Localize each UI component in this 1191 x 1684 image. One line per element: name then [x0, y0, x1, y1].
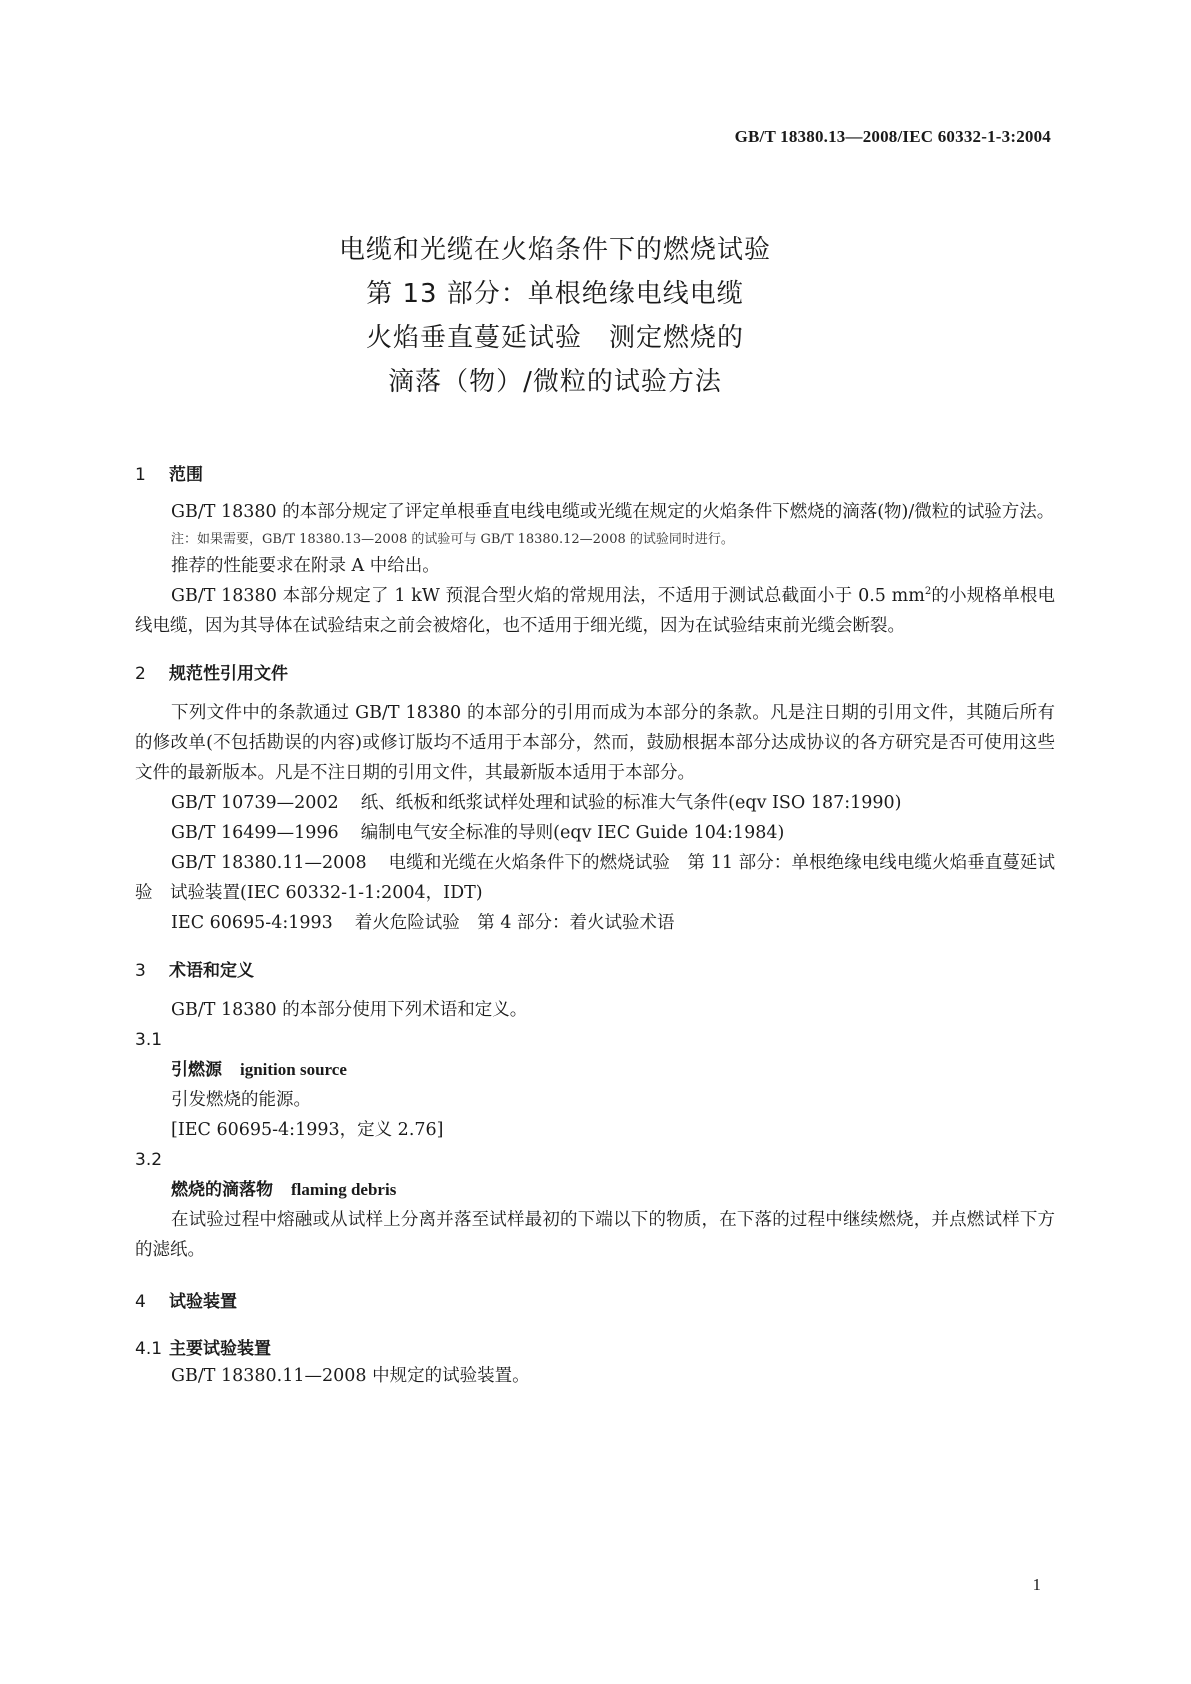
- title-line-2: 第 13 部分：单根绝缘电线电缆: [366, 279, 744, 309]
- section-1-paragraph-3: GB/T 18380 本部分规定了 1 kW 预混合型火焰的常规用法，不适用于测试总截面小于 0.5 $mm^2$的小规格单根电线电缆，因为其导体在试验结束之前会被熔化，也不适用于细光缆，因为在试验结束前光缆会断裂。: [135, 586, 1055, 636]
- document-title: [0, 228, 1110, 404]
- term-3-2-number: 3.2: [135, 1150, 163, 1170]
- term-3-1-reference: [IEC 60695-4:1993，定义 2.76]: [171, 1120, 444, 1140]
- reference-2: GB/T 16499—1996 编制电气安全标准的导则(eqv IEC Guide 104:1984): [171, 823, 785, 843]
- section-title: 试验装置: [169, 1292, 237, 1312]
- section-3-paragraph-1: GB/T 18380 的本部分使用下列术语和定义。: [171, 1000, 528, 1020]
- term-3-1-definition: 引发燃烧的能源。: [171, 1090, 311, 1110]
- section-1-paragraph-2: 推荐的性能要求在附录 A 中给出。: [171, 556, 440, 576]
- section-number: 4: [135, 1292, 146, 1312]
- section-title: 术语和定义: [169, 961, 254, 981]
- section-2-heading: [135, 659, 1055, 684]
- subsection-title: 主要试验装置: [169, 1339, 271, 1359]
- document-body: [135, 460, 1055, 1391]
- section-1-heading: [135, 460, 1055, 485]
- section-title: 范围: [169, 465, 203, 485]
- reference-1: GB/T 10739—2002 纸、纸板和纸浆试样处理和试验的标准大气条件(eqv ISO 187:1990): [171, 793, 902, 813]
- section-title: 规范性引用文件: [169, 664, 288, 684]
- section-2-paragraph-1: 下列文件中的条款通过 GB/T 18380 的本部分的引用而成为本部分的条款。凡是注日期的引用文件，其随后所有的修改单(不包括勘误的内容)或修订版均不适用于本部分，然而，鼓励根据本部分达成协议的各方研究是否可使用这些文件的最新版本。凡是不注日期的引用文件，其最新版本适用于本部分。: [135, 703, 1055, 783]
- subsection-4-1-paragraph: GB/T 18380.11—2008 中规定的试验装置。: [171, 1366, 530, 1386]
- section-number: 3: [135, 961, 146, 981]
- section-3-heading: [135, 956, 1055, 981]
- section-1-paragraph-1: GB/T 18380 的本部分规定了评定单根垂直电线电缆或光缆在规定的火焰条件下燃烧的滴落(物)/微粒的试验方法。: [171, 502, 1055, 522]
- term-3-2-definition: 在试验过程中熔融或从试样上分离并落至试样最初的下端以下的物质，在下落的过程中继续燃烧，并点燃试样下方的滤纸。: [135, 1210, 1055, 1260]
- page-number: 1: [1032, 1575, 1041, 1594]
- section-4-heading: [135, 1287, 1055, 1312]
- subsection-4-1-heading: [135, 1334, 1055, 1359]
- title-line-3: 火焰垂直蔓延试验 测定燃烧的: [365, 323, 744, 353]
- reference-3: GB/T 18380.11—2008 电缆和光缆在火焰条件下的燃烧试验 第 11 部分：单根绝缘电线电缆火焰垂直蔓延试验 试验装置(IEC 60332-1-1:2004，IDT): [135, 853, 1055, 903]
- standard-number-header: GB/T 18380.13—2008/IEC 60332-1-3:2004: [734, 127, 1051, 146]
- term-3-2-title: 燃烧的滴落物 flaming debris: [171, 1180, 397, 1200]
- reference-4: IEC 60695-4:1993 着火危险试验 第 4 部分：着火试验术语: [171, 913, 675, 933]
- title-line-4: 滴落（物）/微粒的试验方法: [388, 367, 722, 397]
- term-3-1-number: 3.1: [135, 1030, 163, 1050]
- section-number: 1: [135, 465, 146, 485]
- section-number: 2: [135, 664, 146, 684]
- subsection-number: 4.1: [135, 1339, 163, 1359]
- section-1-note: 注：如果需要，GB/T 18380.13—2008 的试验可与 GB/T 18380.12—2008 的试验同时进行。: [171, 532, 734, 547]
- title-line-1: 电缆和光缆在火焰条件下的燃烧试验: [338, 235, 771, 265]
- term-3-1-title: 引燃源 ignition source: [171, 1060, 347, 1080]
